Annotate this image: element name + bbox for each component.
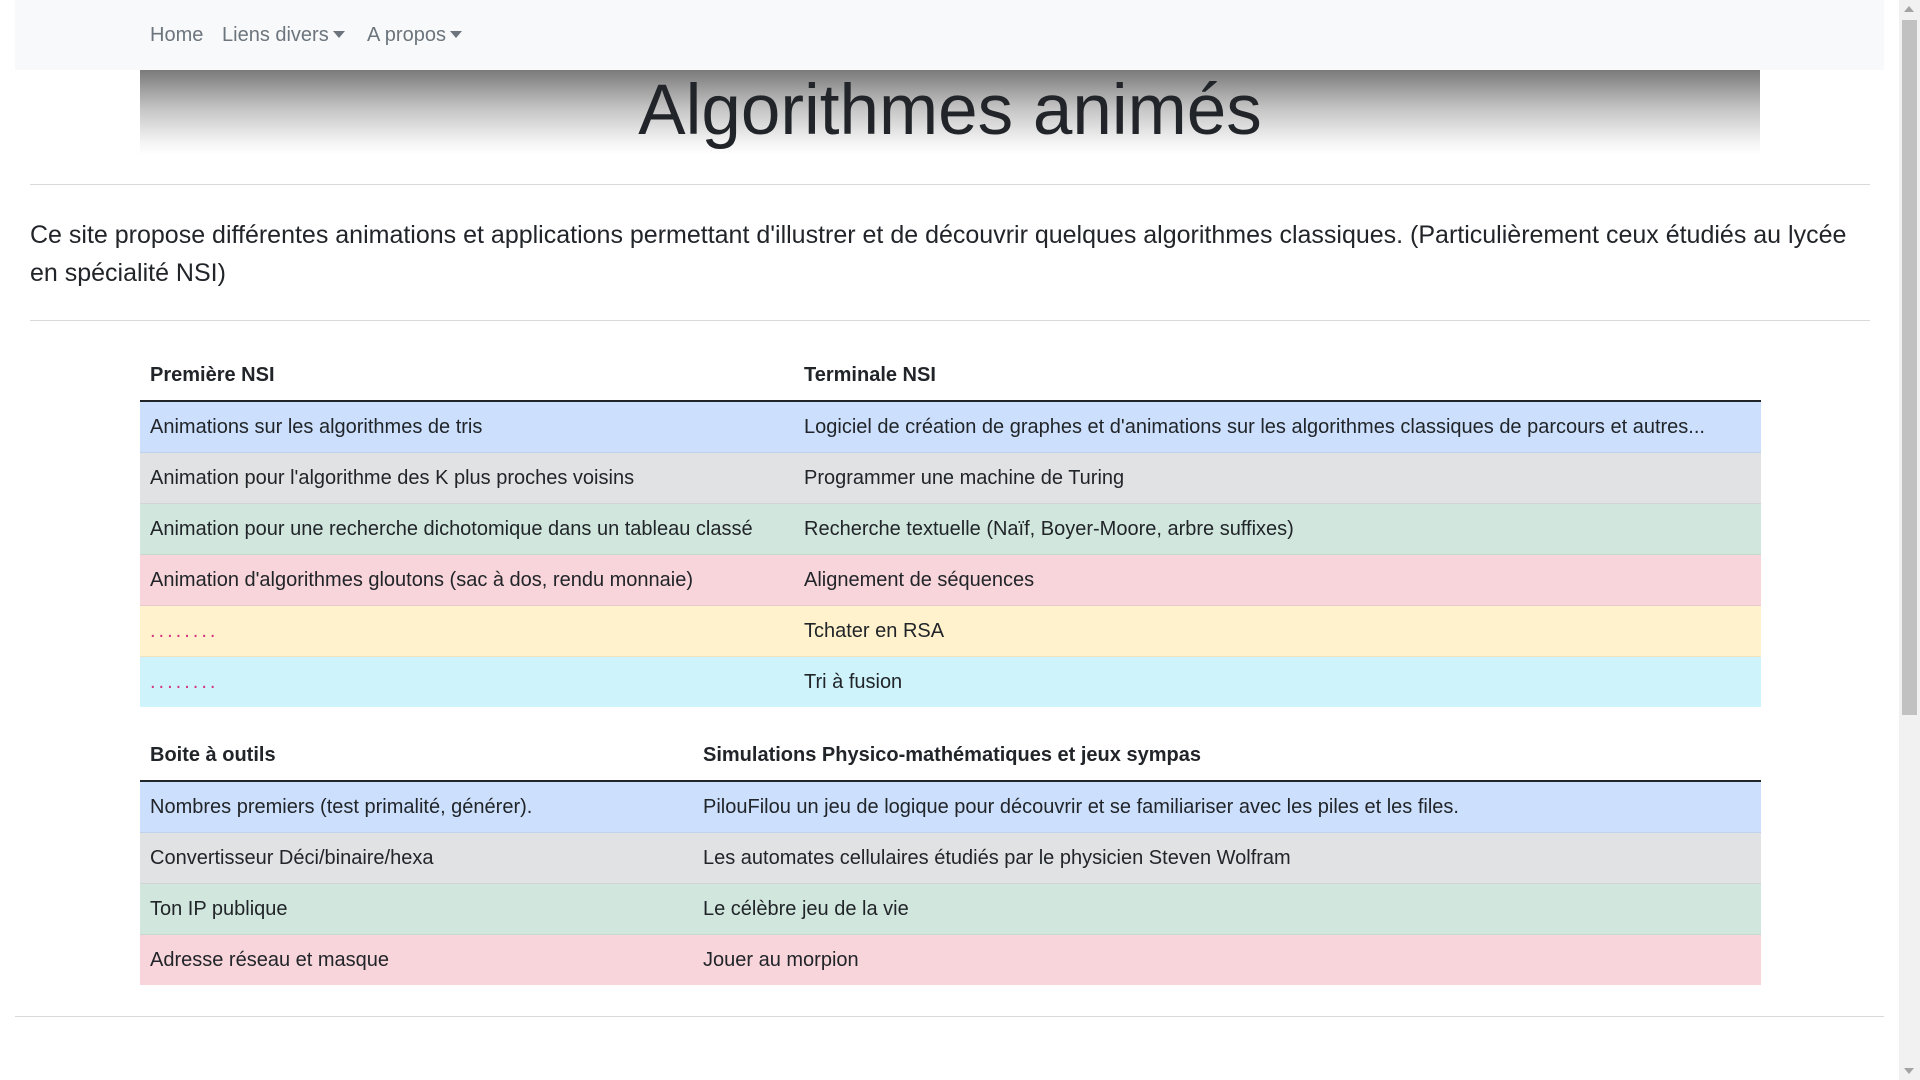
nav-apropos-dropdown[interactable] <box>367 0 462 70</box>
link-tris[interactable]: Animations sur les algorithmes de tris <box>140 401 794 453</box>
link-alignement[interactable]: Alignement de séquences <box>794 555 1761 606</box>
table-row <box>140 781 1761 833</box>
table-row <box>140 504 1761 555</box>
nav-apropos-label: A propos <box>367 24 446 46</box>
scroll-down-icon[interactable] <box>1904 1068 1914 1074</box>
table-row <box>140 453 1761 504</box>
placeholder-dots: ........ <box>150 670 219 693</box>
link-rsa[interactable]: Tchater en RSA <box>794 606 1761 657</box>
link-gloutons[interactable]: Animation d'algorithmes gloutons (sac à dos, rendu monnaie) <box>140 555 794 606</box>
link-convertisseur[interactable]: Convertisseur Déci/binaire/hexa <box>140 833 693 884</box>
table-row <box>140 555 1761 606</box>
link-jeu-vie[interactable]: Le célèbre jeu de la vie <box>693 884 1761 935</box>
table-row <box>140 657 1761 708</box>
link-ip-publique[interactable]: Ton IP publique <box>140 884 693 935</box>
placeholder-cell <box>140 657 794 708</box>
link-turing[interactable]: Programmer une machine de Turing <box>794 453 1761 504</box>
nav-home-label: Home <box>150 24 204 46</box>
divider <box>30 320 1870 321</box>
column-header-simulations: Simulations Physico-mathématiques et jeux sympas <box>693 730 1761 781</box>
nsi-table <box>140 350 1761 707</box>
table-row <box>140 606 1761 657</box>
divider <box>15 1016 1884 1017</box>
link-dichotomie[interactable]: Animation pour une recherche dichotomique dans un tableau classé <box>140 504 794 555</box>
divider <box>30 184 1870 185</box>
column-header-terminale: Terminale NSI <box>794 350 1761 401</box>
link-tri-fusion[interactable]: Tri à fusion <box>794 657 1761 708</box>
link-automates[interactable]: Les automates cellulaires étudiés par le physicien Steven Wolfram <box>693 833 1761 884</box>
page-title: Algorithmes animés <box>638 71 1262 150</box>
placeholder-cell <box>140 606 794 657</box>
link-knn[interactable]: Animation pour l'algorithme des K plus proches voisins <box>140 453 794 504</box>
table-header-row <box>140 350 1761 401</box>
link-adresse-reseau[interactable]: Adresse réseau et masque <box>140 935 693 986</box>
link-morpion[interactable]: Jouer au morpion <box>693 935 1761 986</box>
table-row <box>140 833 1761 884</box>
placeholder-dots: ........ <box>150 619 219 642</box>
column-header-outils: Boite à outils <box>140 730 693 781</box>
table-row <box>140 884 1761 935</box>
scroll-up-icon[interactable] <box>1904 6 1914 12</box>
link-nombres-premiers[interactable]: Nombres premiers (test primalité, générer). <box>140 781 693 833</box>
chevron-down-icon <box>333 31 345 38</box>
tools-table <box>140 730 1761 985</box>
nav-home-link[interactable] <box>150 0 203 70</box>
link-graphes[interactable]: Logiciel de création de graphes et d'animations sur les algorithmes classiques de parcours et autres... <box>794 401 1761 453</box>
link-pilou-filou[interactable]: PilouFilou un jeu de logique pour découvrir et se familiariser avec les piles et les files. <box>693 781 1761 833</box>
intro-text: Ce site propose différentes animations et applications permettant d'illustrer et de découvrir quelques algorithmes classiques. (Particulièrement ceux étudiés au lycée en spécialité NSI) <box>30 221 1847 287</box>
navbar <box>15 0 1884 70</box>
table-row <box>140 401 1761 453</box>
table-row <box>140 935 1761 986</box>
column-header-premiere: Première NSI <box>140 350 794 401</box>
link-recherche-textuelle[interactable]: Recherche textuelle (Naïf, Boyer-Moore, arbre suffixes) <box>794 504 1761 555</box>
nav-liens-label: Liens divers <box>222 24 329 46</box>
vertical-scrollbar[interactable] <box>1899 0 1920 1080</box>
table-header-row <box>140 730 1761 781</box>
scrollbar-thumb[interactable] <box>1902 20 1917 715</box>
title-banner <box>140 70 1760 155</box>
chevron-down-icon <box>450 31 462 38</box>
nav-liens-dropdown[interactable] <box>222 0 345 70</box>
